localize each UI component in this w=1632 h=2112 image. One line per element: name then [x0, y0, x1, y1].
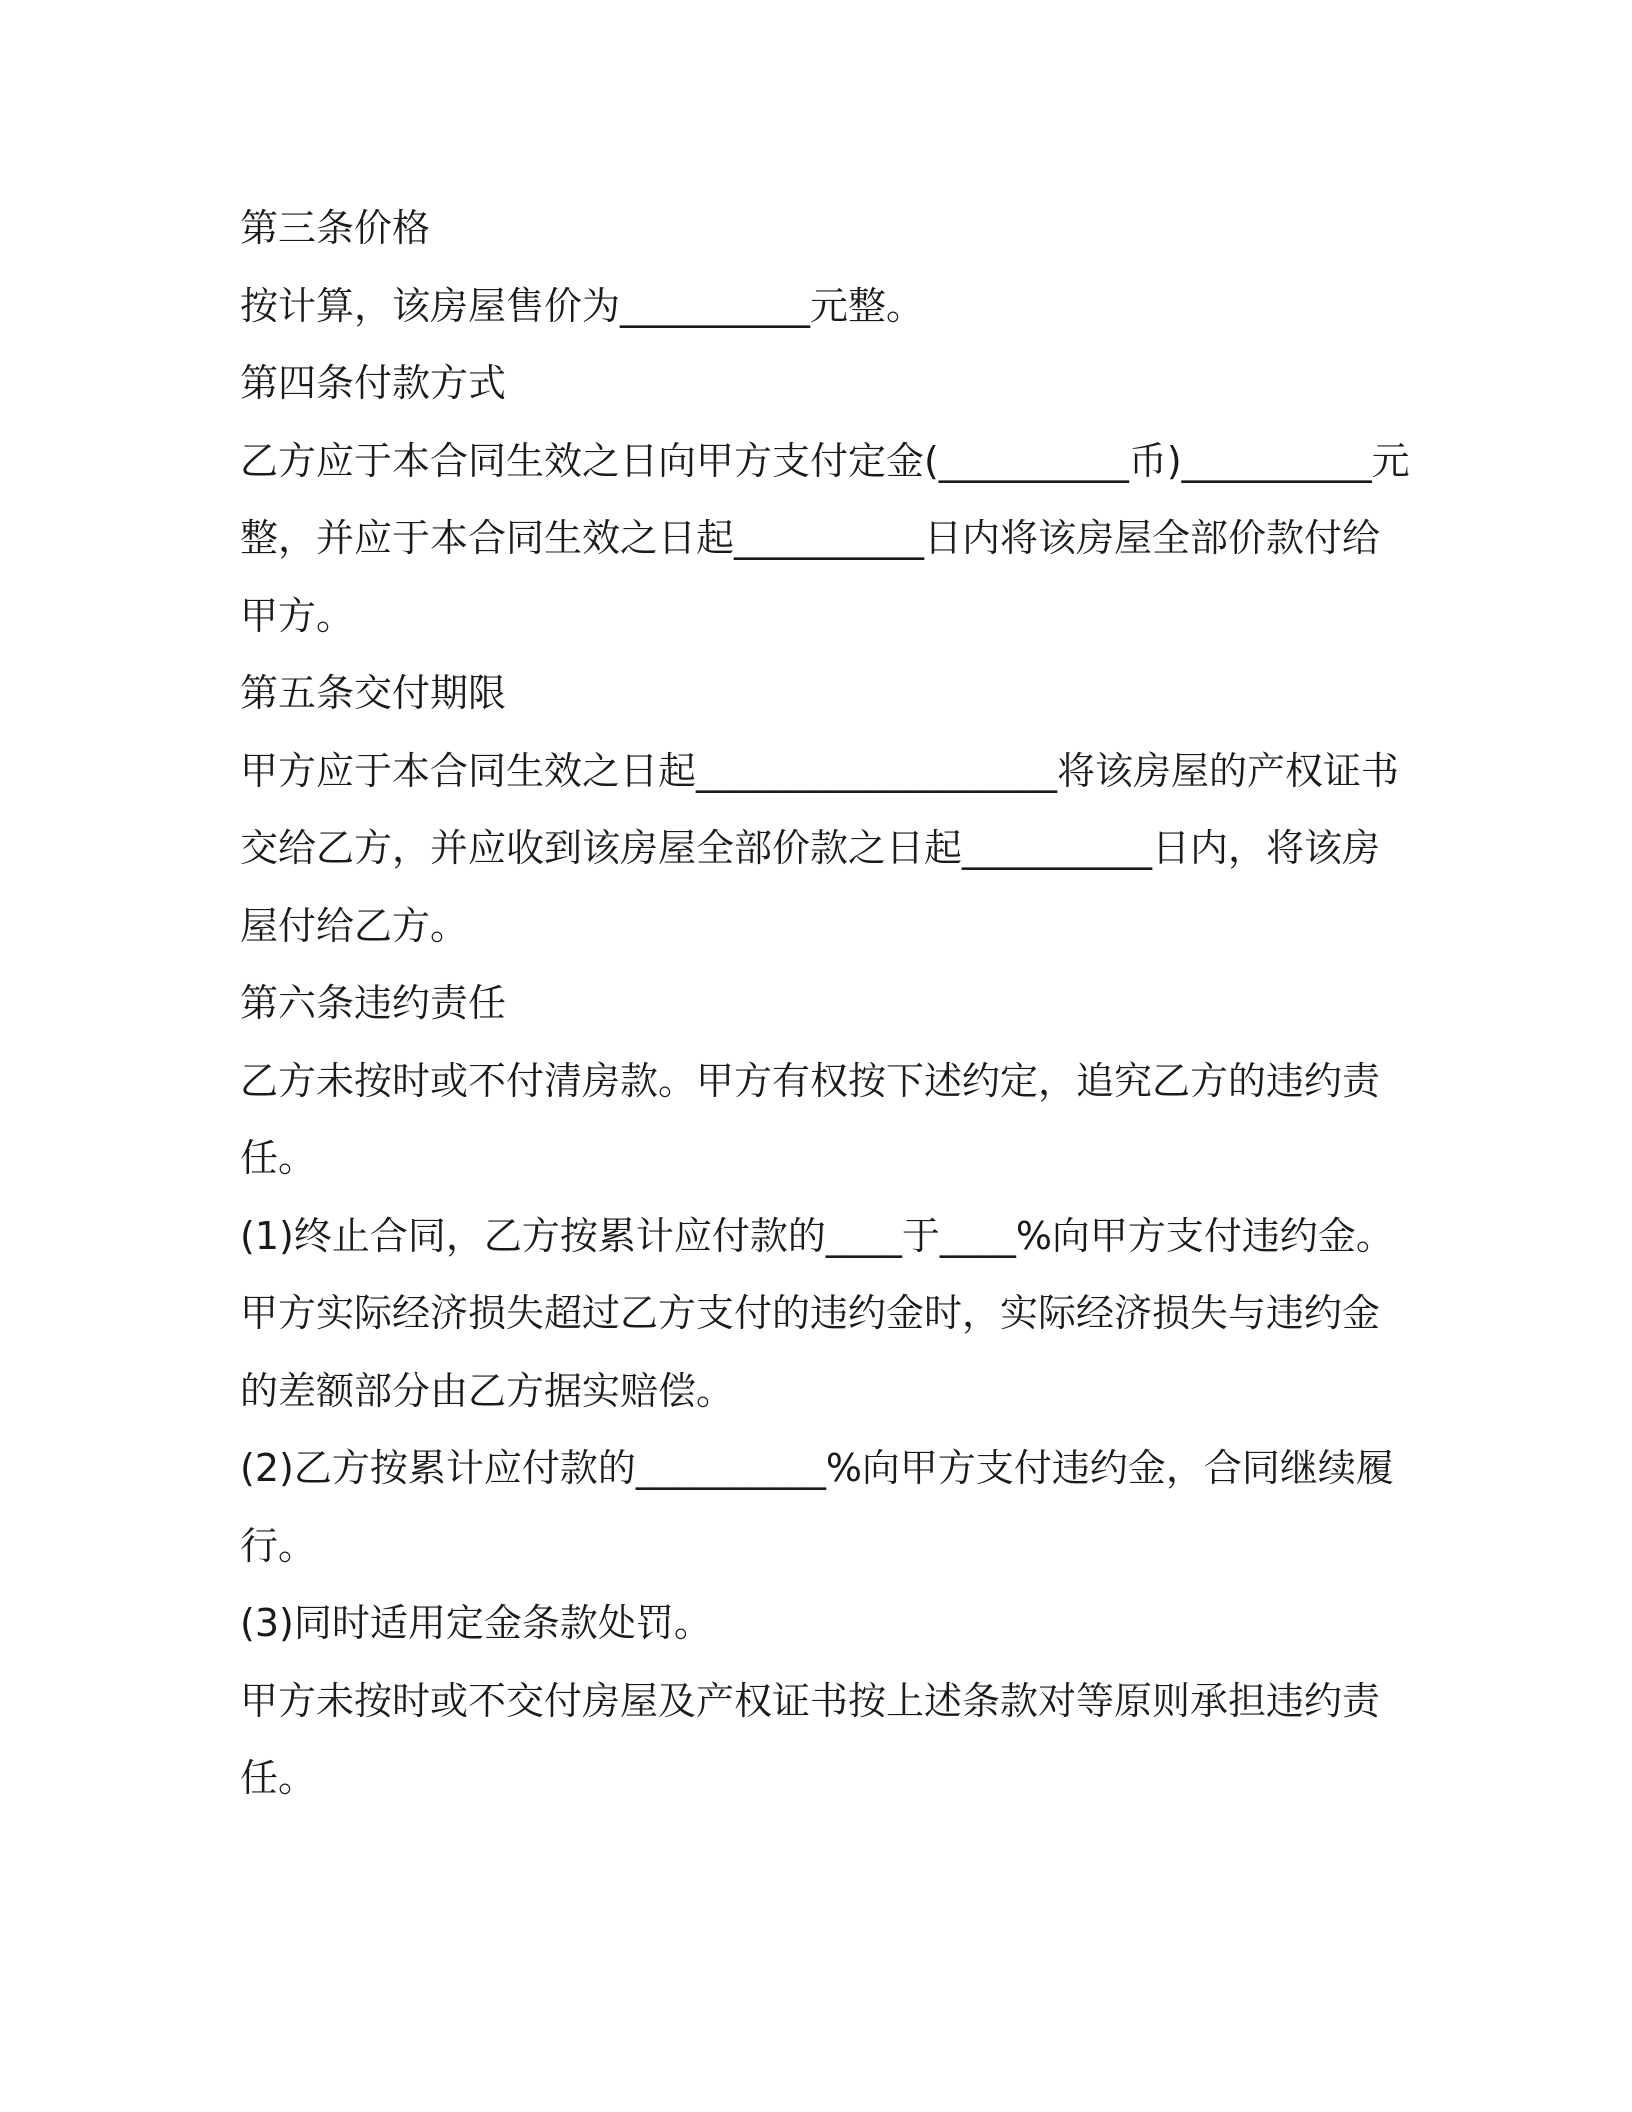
paragraph-line: 屋付给乙方。: [240, 903, 469, 948]
heading-article-6: 第六条违约责任: [240, 981, 507, 1025]
paragraph-line: 交给乙方，并应收到该房屋全部价款之日起__________日内，将该房: [240, 826, 1381, 870]
heading-article-3: 第三条价格: [240, 206, 431, 250]
document-page: [240, 190, 1410, 1818]
paragraph-line: 行。: [240, 1523, 317, 1568]
paragraph-line: (3)同时适用定金条款处罚。: [240, 1601, 712, 1645]
paragraph-line: 乙方未按时或不付清房款。甲方有权按下述约定，追究乙方的违约责: [240, 1058, 1381, 1103]
paragraph-line: 甲方。: [240, 593, 355, 638]
paragraph-line: 甲方实际经济损失超过乙方支付的违约金时，实际经济损失与违约金: [240, 1291, 1381, 1335]
paragraph-line: 按计算，该房屋售价为__________元整。: [240, 283, 925, 328]
paragraph-line: (2)乙方按累计应付款的__________%向甲方支付违约金，合同继续履: [240, 1446, 1394, 1490]
heading-article-4: 第四条付款方式: [240, 361, 507, 405]
paragraph-line: 乙方应于本合同生效之日向甲方支付定金(__________币)__________元: [240, 438, 1410, 483]
paragraph-line: 的差额部分由乙方据实赔偿。: [240, 1368, 735, 1413]
paragraph-line: 甲方应于本合同生效之日起___________________将该房屋的产权证书: [240, 748, 1400, 793]
paragraph-line: 甲方未按时或不交付房屋及产权证书按上述条款对等原则承担违约责: [240, 1678, 1381, 1723]
paragraph-line: 任。: [240, 1136, 317, 1180]
heading-article-5: 第五条交付期限: [240, 671, 507, 715]
paragraph-line: 任。: [240, 1756, 317, 1800]
paragraph-line: (1)终止合同，乙方按累计应付款的____于____%向甲方支付违约金。: [240, 1213, 1394, 1258]
paragraph-line: 整，并应于本合同生效之日起__________日内将该房屋全部价款付给: [240, 516, 1381, 560]
